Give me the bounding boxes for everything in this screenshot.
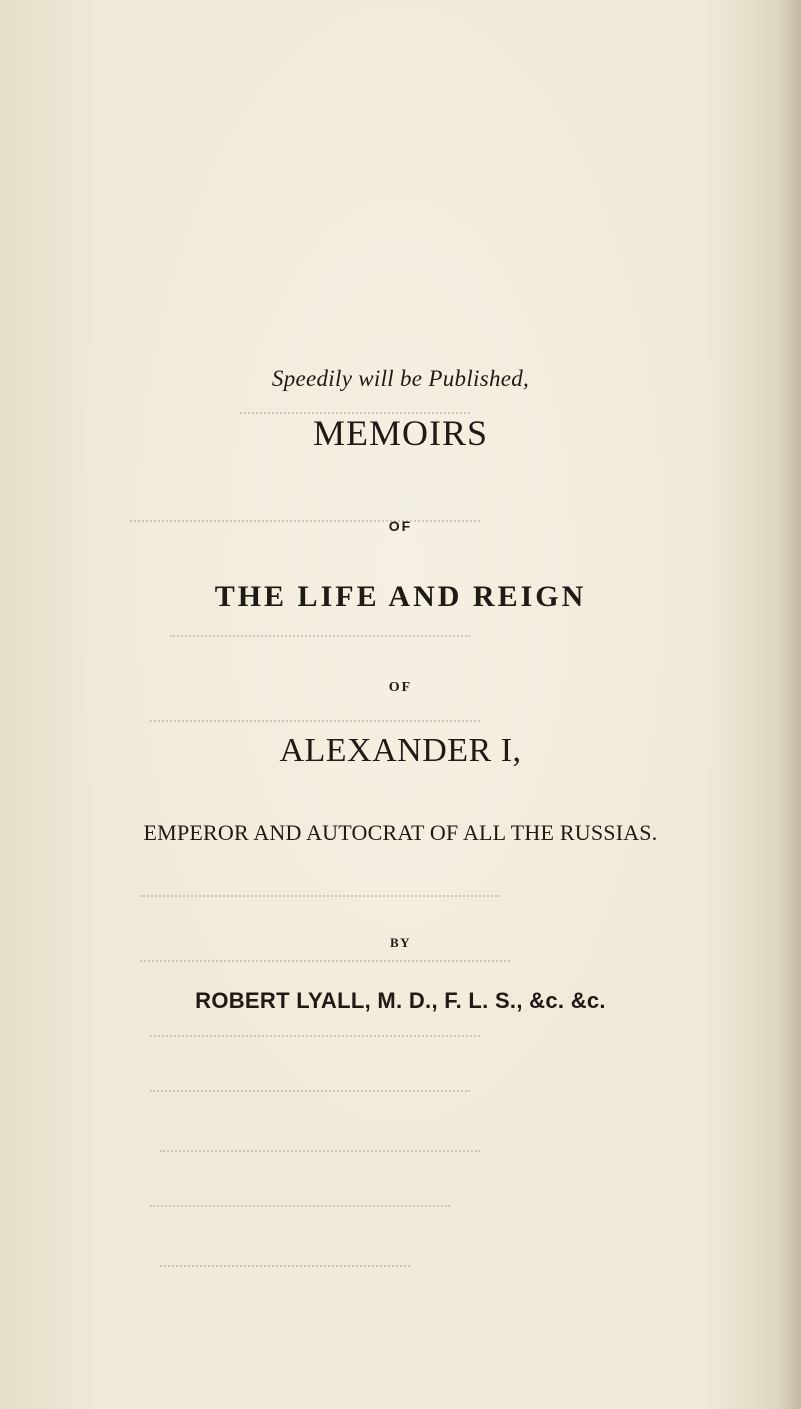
connector-of-2: OF: [388, 680, 413, 695]
subtitle-life-and-reign: THE LIFE AND REIGN: [214, 580, 587, 613]
show-through-rule: [160, 1150, 480, 1154]
page-edge-shadow: [779, 0, 801, 1409]
main-title: MEMOIRS: [312, 413, 489, 453]
show-through-rule: [170, 635, 470, 639]
show-through-rule: [150, 1090, 470, 1094]
connector-of-1: OF: [388, 518, 413, 534]
announcement-line: Speedily will be Published,: [271, 366, 530, 391]
show-through-rule: [140, 895, 500, 899]
author-line: ROBERT LYALL, M. D., F. L. S., &c. &c.: [195, 988, 606, 1013]
show-through-rule: [160, 1265, 410, 1269]
show-through-rule: [150, 1035, 480, 1039]
subject-name: ALEXANDER I,: [279, 732, 522, 769]
show-through-rule: [150, 720, 480, 724]
subject-title: EMPEROR AND AUTOCRAT OF ALL THE RUSSIAS.: [143, 820, 658, 845]
show-through-rule: [150, 1205, 450, 1209]
by-label: BY: [389, 935, 412, 950]
show-through-rule: [140, 960, 510, 964]
